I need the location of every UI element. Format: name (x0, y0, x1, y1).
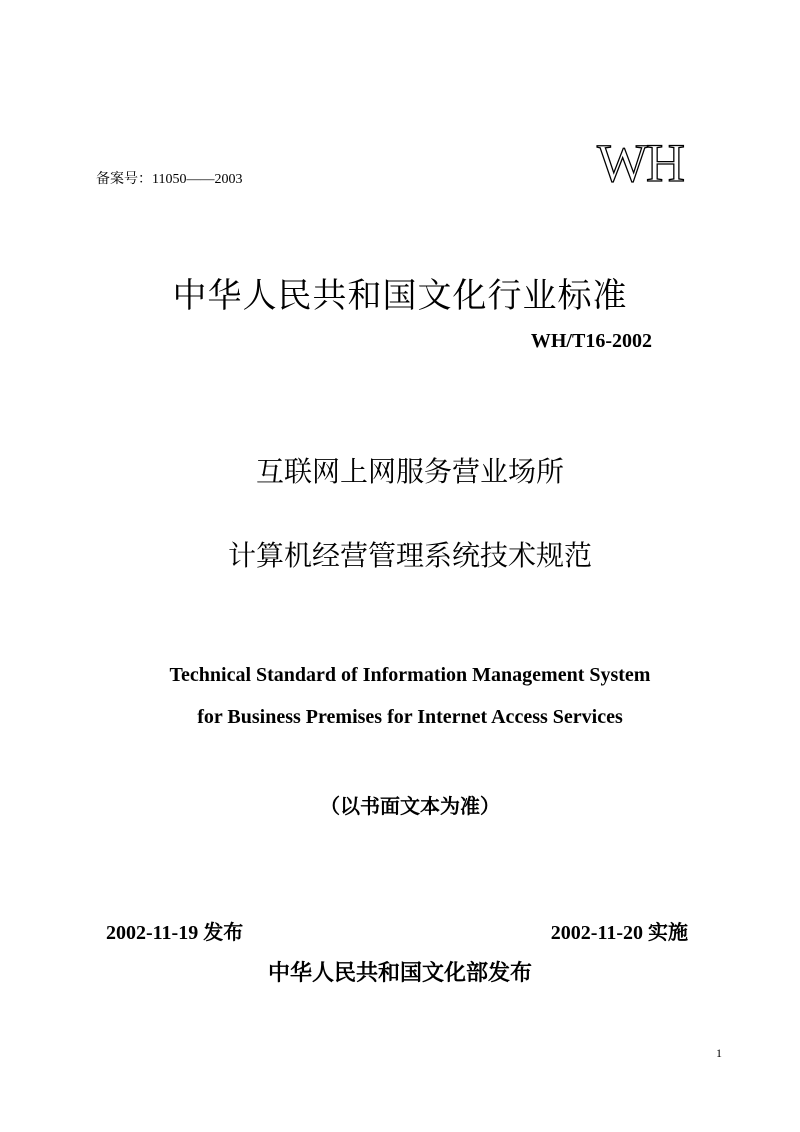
written-text-prevails-note: （以书面文本为准） (320, 794, 500, 818)
english-title-line-2: for Business Premises for Internet Access Services (197, 706, 623, 728)
page-number: 1 (716, 1046, 722, 1060)
standard-organization-title: 中华人民共和国文化行业标准 (172, 276, 628, 316)
chinese-title-line-1: 互联网上网服务营业场所 (255, 455, 564, 488)
wh-logo (588, 134, 692, 190)
filing-number: 备案号：11050——2003 (96, 172, 243, 187)
publisher: 中华人民共和国文化部发布 (267, 961, 532, 986)
standard-code: WH/T16-2002 (530, 330, 652, 352)
issue-date: 2002-11-19 发布 (106, 922, 244, 944)
wh-logo-text: WH (597, 134, 683, 190)
chinese-title-line-2: 计算机经营管理系统技术规范 (227, 539, 592, 572)
english-title-line-1: Technical Standard of Information Management System (169, 664, 651, 686)
implementation-date: 2002-11-20 实施 (550, 922, 688, 944)
